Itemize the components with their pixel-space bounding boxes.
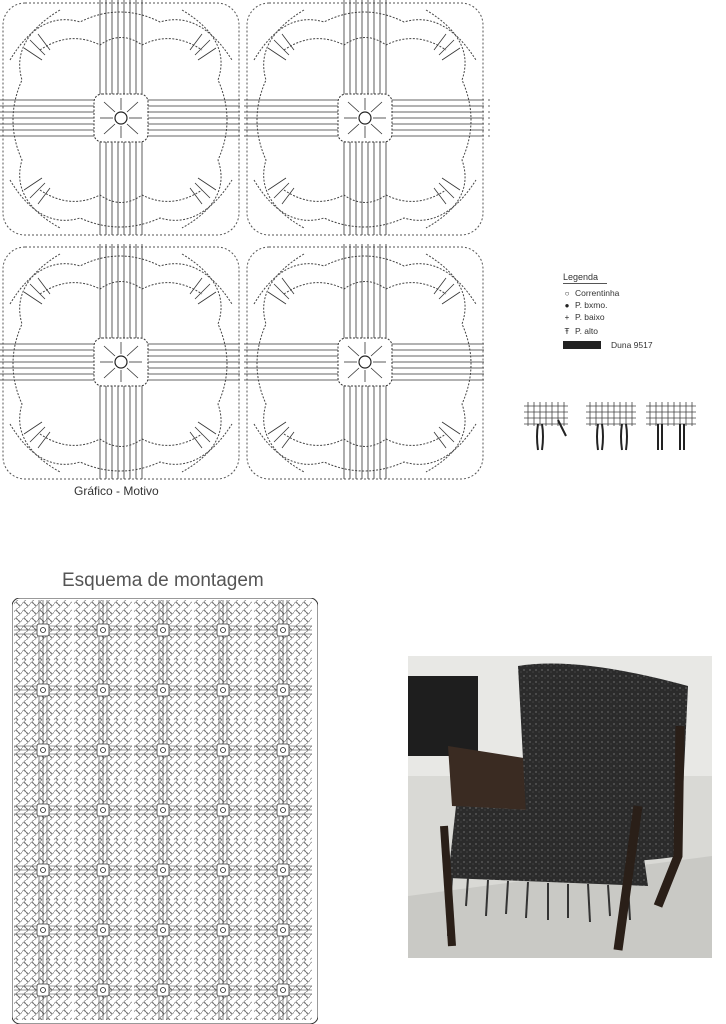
assembly-title: Esquema de montagem <box>62 570 264 591</box>
assembly-schematic <box>12 598 318 1024</box>
fringe-step-1-diagram <box>524 400 572 454</box>
single-crochet-icon: + <box>564 312 570 322</box>
motif-caption: Gráfico - Motivo <box>74 484 159 498</box>
legend-title: Legenda <box>563 272 607 284</box>
fringe-step-2-diagram <box>586 400 638 454</box>
finished-chair-photo <box>408 656 712 958</box>
yarn-label: Duna 9517 <box>611 340 653 350</box>
motif-chart <box>0 0 490 484</box>
slip-stitch-icon: ● <box>564 300 570 310</box>
legend-item <box>563 323 723 339</box>
legend <box>563 272 723 351</box>
legend-yarn <box>563 339 723 351</box>
legend-label: P. baixo <box>575 312 605 322</box>
yarn-swatch <box>563 341 601 349</box>
double-crochet-icon: Ŧ <box>564 326 570 336</box>
legend-label: Correntinha <box>575 288 620 298</box>
legend-label: P. bxmo. <box>575 300 608 310</box>
chain-stitch-icon: ○ <box>564 288 570 298</box>
legend-item <box>563 287 723 299</box>
legend-item <box>563 311 723 323</box>
legend-label: P. alto <box>575 326 599 336</box>
fringe-step-3-diagram <box>646 400 696 454</box>
legend-item <box>563 299 723 311</box>
